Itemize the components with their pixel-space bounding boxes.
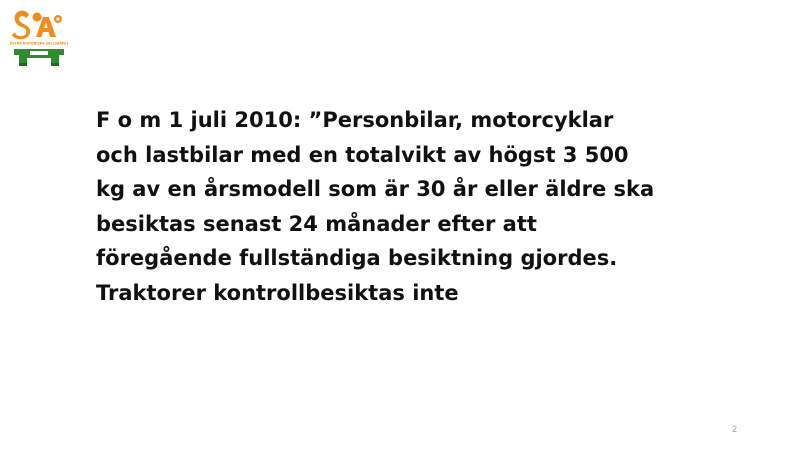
sa-club-logo-icon: [10, 5, 68, 69]
page-number: 2: [732, 424, 738, 434]
main-text: F o m 1 juli 2010: ”Personbilar, motorcyklar och lastbilar med en totalvikt av högst 3 500 kg av en årsmodell som är 30 år eller äldre ska besiktas senast 24 månader efter att föregående fullständiga besiktning gjordes. Traktorer kontrollbesiktas inte: [96, 108, 655, 305]
svg-text:ÖSTRA HISTORISKA SÄLLSKAPET: ÖSTRA HISTORISKA SÄLLSKAPET: [10, 41, 68, 46]
